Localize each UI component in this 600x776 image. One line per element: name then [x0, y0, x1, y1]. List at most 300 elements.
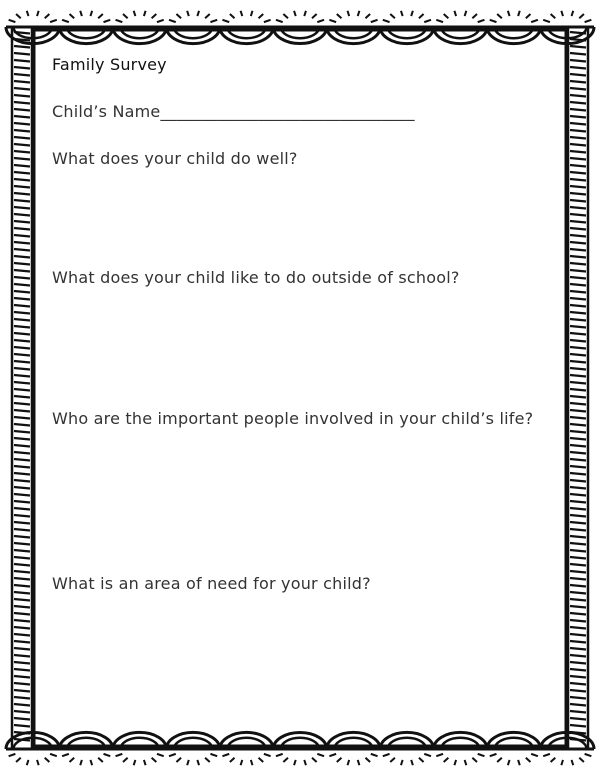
side-stripe	[570, 319, 586, 321]
side-stripe	[14, 32, 30, 34]
side-stripe	[570, 270, 586, 272]
side-stripe	[14, 599, 30, 601]
side-stripe	[570, 627, 586, 629]
side-stripe	[14, 466, 30, 468]
side-stripe	[14, 438, 30, 440]
side-stripe	[14, 193, 30, 195]
scallop-tick	[508, 760, 510, 765]
scallop-tick	[294, 11, 296, 16]
side-stripe	[570, 550, 586, 552]
side-stripe	[14, 536, 30, 538]
scallop-tick	[436, 754, 443, 756]
side-stripe	[14, 648, 30, 650]
scallop-tick	[531, 754, 538, 756]
question-4: What is an area of need for your child?	[52, 574, 371, 593]
scallop-tick	[187, 11, 189, 16]
side-stripe	[14, 697, 30, 699]
side-stripe	[14, 494, 30, 496]
scallop-tick	[543, 754, 550, 756]
side-stripe	[570, 312, 586, 314]
side-stripe	[570, 739, 586, 741]
question-3: Who are the important people involved in your child’s life?	[52, 409, 534, 428]
question-2: What does your child like to do outside of school?	[52, 268, 460, 287]
side-stripe	[570, 207, 586, 209]
side-stripe	[14, 312, 30, 314]
scallop-border-bottom	[6, 732, 594, 765]
scallop-tick	[241, 760, 243, 765]
scallop-tick	[454, 760, 456, 765]
scallop-tick	[222, 754, 229, 756]
side-stripe	[570, 382, 586, 384]
side-stripe	[14, 347, 30, 349]
scallop-tick	[197, 11, 199, 16]
scallop-tick	[90, 760, 92, 765]
side-stripe	[570, 592, 586, 594]
side-stripe	[570, 655, 586, 657]
scallop-tick	[348, 11, 350, 16]
side-stripe	[14, 81, 30, 83]
side-stripe	[570, 410, 586, 412]
side-stripe	[14, 298, 30, 300]
scallop-tick	[371, 754, 378, 756]
scallop-tick	[104, 754, 111, 756]
side-stripe	[570, 32, 586, 34]
scallop-tick	[205, 758, 210, 762]
side-stripe	[14, 256, 30, 258]
side-stripe	[14, 704, 30, 706]
scallop-tick	[329, 754, 336, 756]
side-stripe	[14, 445, 30, 447]
scallop-tick	[210, 20, 217, 22]
side-stripe	[570, 102, 586, 104]
side-stripe	[14, 123, 30, 125]
scallop-tick	[104, 20, 111, 22]
scallop-tick	[251, 11, 253, 16]
scallop-tick	[116, 20, 123, 22]
side-stripe	[14, 417, 30, 419]
scallop-tick	[312, 758, 317, 762]
scallop-tick	[50, 20, 57, 22]
scallop-tick	[9, 754, 16, 756]
scallop-tick	[62, 20, 69, 22]
side-stripe	[570, 620, 586, 622]
scallop-tick	[312, 14, 317, 18]
side-stripe	[14, 319, 30, 321]
side-stripe	[570, 571, 586, 573]
scallop-tick	[294, 760, 296, 765]
side-stripe	[14, 116, 30, 118]
side-stripe	[14, 396, 30, 398]
side-stripe	[570, 459, 586, 461]
scallop-tick	[526, 758, 531, 762]
side-stripe	[570, 641, 586, 643]
side-stripe	[570, 74, 586, 76]
scallop-tick	[123, 758, 128, 762]
side-stripe	[570, 158, 586, 160]
side-stripe	[14, 46, 30, 48]
side-stripe	[570, 109, 586, 111]
scallop-tick	[478, 20, 485, 22]
scallop-tick	[144, 11, 146, 16]
side-stripe	[14, 277, 30, 279]
scallop-tick	[116, 754, 123, 756]
scallop-tick	[561, 11, 563, 16]
side-stripe	[14, 403, 30, 405]
side-stripe	[570, 333, 586, 335]
side-stripe	[570, 263, 586, 265]
side-stripe	[570, 361, 586, 363]
scallop-tick	[144, 760, 146, 765]
scallop-tick	[50, 754, 57, 756]
scallop-tick	[390, 14, 395, 18]
side-stripe	[14, 543, 30, 545]
scallop-tick	[264, 20, 271, 22]
side-stripe	[570, 676, 586, 678]
side-stripe	[14, 480, 30, 482]
side-stripe	[570, 487, 586, 489]
scallop-tick	[472, 14, 477, 18]
side-stripe	[570, 613, 586, 615]
side-stripe	[570, 340, 586, 342]
scallop-tick	[518, 11, 520, 16]
scallop-tick	[176, 14, 181, 18]
side-stripe	[570, 704, 586, 706]
side-stripe	[14, 606, 30, 608]
side-stripe	[570, 424, 586, 426]
side-stripe	[14, 102, 30, 104]
scallop-tick	[383, 20, 390, 22]
scallop-tick	[80, 760, 82, 765]
scallop-tick	[465, 11, 467, 16]
side-stripe	[570, 529, 586, 531]
child-name-label: Child’s Name	[52, 102, 161, 121]
side-stripe	[570, 277, 586, 279]
question-1: What does your child do well?	[52, 149, 298, 168]
scallop-tick	[337, 14, 342, 18]
side-stripe	[14, 634, 30, 636]
scallop-tick	[383, 754, 390, 756]
side-stripe	[14, 270, 30, 272]
scallop-tick	[230, 758, 235, 762]
side-stripe	[570, 347, 586, 349]
scallop-tick	[401, 760, 403, 765]
scallop-tick	[70, 14, 75, 18]
side-stripe	[570, 46, 586, 48]
scallop-tick	[90, 11, 92, 16]
side-stripe	[14, 340, 30, 342]
side-stripe	[570, 396, 586, 398]
side-stripe	[570, 116, 586, 118]
scallop-tick	[478, 754, 485, 756]
side-stripe	[14, 53, 30, 55]
side-stripe	[14, 725, 30, 727]
side-stripe	[14, 95, 30, 97]
scallop-tick	[276, 754, 283, 756]
side-stripe	[14, 515, 30, 517]
scallop-tick	[526, 14, 531, 18]
side-stripe	[14, 361, 30, 363]
side-stripe	[14, 557, 30, 559]
scallop-tick	[371, 20, 378, 22]
scallop-tick	[16, 758, 21, 762]
side-stripe	[14, 109, 30, 111]
side-stripe	[14, 522, 30, 524]
side-stripe	[570, 494, 586, 496]
page-title: Family Survey	[52, 55, 167, 74]
side-stripe	[570, 172, 586, 174]
side-stripe	[14, 60, 30, 62]
side-stripe	[570, 235, 586, 237]
side-stripe	[14, 452, 30, 454]
child-name-blank: _______________________________	[160, 102, 415, 121]
side-stripe	[14, 291, 30, 293]
scallop-tick	[157, 20, 164, 22]
side-stripe	[570, 81, 586, 83]
side-stripe	[570, 718, 586, 720]
side-stripe	[14, 508, 30, 510]
side-stripe	[570, 585, 586, 587]
side-stripe	[570, 165, 586, 167]
striped-border-left	[12, 27, 32, 749]
side-stripe	[570, 375, 586, 377]
side-stripe	[14, 578, 30, 580]
side-stripe	[570, 480, 586, 482]
side-stripe	[570, 648, 586, 650]
scallop-tick	[585, 754, 592, 756]
scallop-tick	[169, 20, 176, 22]
side-stripe	[570, 53, 586, 55]
scallop-tick	[98, 14, 103, 18]
scallop-tick	[197, 760, 199, 765]
scallop-tick	[419, 14, 424, 18]
scallop-tick	[348, 760, 350, 765]
side-stripe	[14, 207, 30, 209]
side-stripe	[14, 382, 30, 384]
scallop-tick	[317, 754, 324, 756]
scallop-tick	[134, 11, 136, 16]
side-stripe	[570, 522, 586, 524]
side-stripe	[570, 214, 586, 216]
scallop-tick	[358, 760, 360, 765]
side-stripe	[14, 459, 30, 461]
side-stripe	[570, 452, 586, 454]
scallop-tick	[419, 758, 424, 762]
side-stripe	[14, 242, 30, 244]
side-stripe	[14, 431, 30, 433]
side-stripe	[570, 711, 586, 713]
scallop-tick	[543, 20, 550, 22]
scallop-tick	[70, 758, 75, 762]
side-stripe	[14, 39, 30, 41]
side-stripe	[570, 564, 586, 566]
side-stripe	[14, 214, 30, 216]
scallop-tick	[497, 758, 502, 762]
side-stripe	[14, 354, 30, 356]
scallop-tick	[444, 14, 449, 18]
side-stripe	[570, 389, 586, 391]
scallop-tick	[222, 20, 229, 22]
child-name-line	[52, 102, 415, 121]
scallop-tick	[579, 14, 584, 18]
side-stripe	[14, 284, 30, 286]
side-stripe	[570, 123, 586, 125]
side-stripe	[14, 501, 30, 503]
side-stripe	[14, 473, 30, 475]
side-stripe	[570, 151, 586, 153]
side-stripe	[14, 74, 30, 76]
side-stripe	[570, 326, 586, 328]
scallop-tick	[9, 20, 16, 22]
side-stripe	[14, 172, 30, 174]
side-stripe	[570, 403, 586, 405]
scallop-tick	[561, 760, 563, 765]
scallop-tick	[329, 20, 336, 22]
scallop-tick	[283, 758, 288, 762]
side-stripe	[14, 732, 30, 734]
side-stripe	[570, 732, 586, 734]
scallop-tick	[358, 11, 360, 16]
striped-border-right	[568, 27, 588, 749]
side-stripe	[14, 249, 30, 251]
scallop-tick	[472, 758, 477, 762]
side-stripe	[14, 669, 30, 671]
scallop-tick	[45, 758, 50, 762]
scallop-tick	[283, 14, 288, 18]
side-stripe	[14, 179, 30, 181]
side-stripe	[570, 417, 586, 419]
side-stripe	[570, 298, 586, 300]
side-stripe	[14, 655, 30, 657]
side-stripe	[570, 473, 586, 475]
side-stripe	[14, 410, 30, 412]
scallop-tick	[152, 14, 157, 18]
scallop-tick	[490, 20, 497, 22]
scallop-tick	[390, 758, 395, 762]
side-stripe	[570, 508, 586, 510]
scallop-tick	[579, 758, 584, 762]
scallop-tick	[134, 760, 136, 765]
side-stripe	[570, 662, 586, 664]
side-stripe	[14, 88, 30, 90]
scallop-tick	[251, 760, 253, 765]
scallop-tick	[531, 20, 538, 22]
side-stripe	[570, 557, 586, 559]
side-stripe	[570, 95, 586, 97]
side-stripe	[14, 585, 30, 587]
scallop-tick	[123, 14, 128, 18]
scallop-tick	[424, 754, 431, 756]
side-stripe	[570, 179, 586, 181]
side-stripe	[570, 606, 586, 608]
scallop-tick	[411, 11, 413, 16]
side-stripe	[14, 151, 30, 153]
side-stripe	[14, 144, 30, 146]
scallop-tick	[205, 14, 210, 18]
scallop-tick	[508, 11, 510, 16]
side-stripe	[570, 144, 586, 146]
side-stripe	[570, 249, 586, 251]
scallop-tick	[259, 14, 264, 18]
side-stripe	[14, 389, 30, 391]
side-stripe	[570, 242, 586, 244]
scallop-tick	[337, 758, 342, 762]
side-stripe	[570, 431, 586, 433]
side-stripe	[14, 235, 30, 237]
scallop-tick	[401, 11, 403, 16]
side-stripe	[14, 137, 30, 139]
side-stripe	[570, 697, 586, 699]
scallop-tick	[304, 11, 306, 16]
side-stripe	[570, 291, 586, 293]
side-stripe	[14, 529, 30, 531]
side-stripe	[14, 550, 30, 552]
side-stripe	[570, 39, 586, 41]
side-stripe	[14, 368, 30, 370]
side-stripe	[14, 564, 30, 566]
scallop-tick	[27, 11, 29, 16]
scallop-tick	[176, 758, 181, 762]
scallop-tick	[572, 760, 574, 765]
side-stripe	[570, 200, 586, 202]
scallop-tick	[424, 20, 431, 22]
scallop-tick	[497, 14, 502, 18]
side-stripe	[14, 662, 30, 664]
side-stripe	[14, 305, 30, 307]
side-stripe	[570, 690, 586, 692]
side-stripe	[570, 501, 586, 503]
side-stripe	[570, 60, 586, 62]
scallop-tick	[411, 760, 413, 765]
inner-frame	[34, 30, 566, 746]
side-stripe	[14, 627, 30, 629]
side-stripe	[570, 543, 586, 545]
side-stripe	[14, 676, 30, 678]
side-stripe	[570, 305, 586, 307]
side-stripe	[14, 165, 30, 167]
side-stripe	[14, 739, 30, 741]
scallop-tick	[436, 20, 443, 22]
scallop-tick	[365, 14, 370, 18]
side-stripe	[570, 186, 586, 188]
side-stripe	[14, 424, 30, 426]
side-stripe	[14, 333, 30, 335]
scallop-tick	[518, 760, 520, 765]
scallop-tick	[98, 758, 103, 762]
side-stripe	[570, 137, 586, 139]
side-stripe	[14, 690, 30, 692]
side-stripe	[14, 228, 30, 230]
side-stripe	[570, 193, 586, 195]
side-stripe	[570, 578, 586, 580]
side-stripe	[14, 186, 30, 188]
scallop-tick	[585, 20, 592, 22]
scallop-tick	[572, 11, 574, 16]
side-stripe	[14, 200, 30, 202]
scallop-tick	[37, 760, 39, 765]
scallop-tick	[264, 754, 271, 756]
side-stripe	[570, 599, 586, 601]
scallop-tick	[259, 758, 264, 762]
scallop-tick	[169, 754, 176, 756]
side-stripe	[14, 67, 30, 69]
scallop-tick	[62, 754, 69, 756]
side-stripe	[570, 256, 586, 258]
side-stripe	[14, 613, 30, 615]
scallop-tick	[454, 11, 456, 16]
side-stripe	[14, 487, 30, 489]
side-stripe	[570, 368, 586, 370]
scallop-tick	[241, 11, 243, 16]
